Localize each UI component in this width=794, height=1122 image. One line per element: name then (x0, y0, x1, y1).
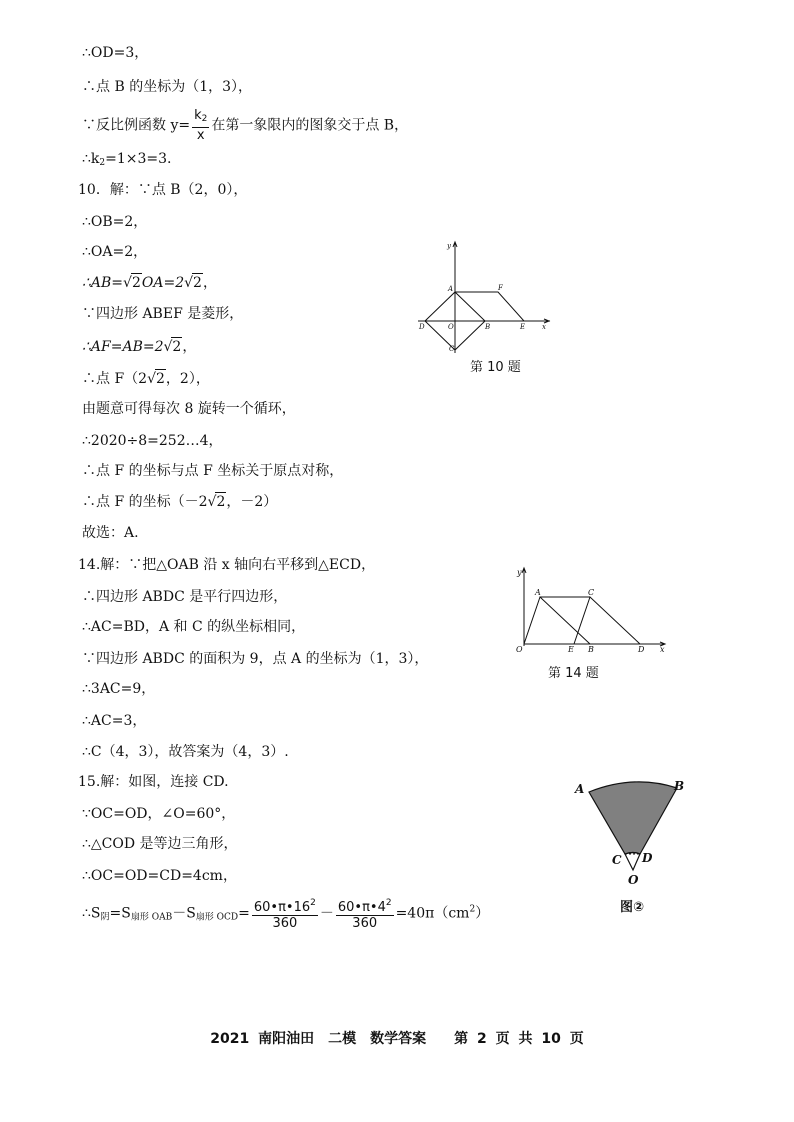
sqrt-icon: √ (147, 371, 156, 387)
line-q14-4: ∴3AC=9， (82, 681, 156, 697)
label-a: A (448, 285, 454, 293)
text-seg: =1×3=3. (105, 151, 172, 167)
superscript: 2 (469, 904, 476, 915)
text-seg: ∴AF=AB=2 (82, 339, 164, 355)
frac-sup: 2 (310, 898, 316, 908)
label-c: C (588, 588, 595, 597)
text-seg: － (319, 905, 334, 922)
subscript: 2 (99, 158, 106, 168)
line-q15-1: ∵OC=OD，∠O=60°， (82, 806, 236, 822)
caption-q14: 第 14 题 (548, 666, 599, 681)
label-x: x (660, 645, 665, 654)
text-seg: ∵反比例函数 y= (82, 117, 191, 134)
label-d: D (419, 323, 425, 331)
frac-num-sub: 2 (201, 114, 208, 124)
small-sector (625, 853, 640, 871)
sqrt-icon: √ (123, 275, 132, 291)
label-a: A (535, 588, 541, 597)
line-q14-1: ∴四边形 ABDC 是平行四边形， (82, 589, 288, 605)
line-q14-5: ∴AC=3， (82, 713, 147, 729)
line-q10-1: ∴OB=2， (82, 214, 148, 230)
label-b: B (674, 779, 685, 793)
q10-heading: 10．解：∵点 B（2，0）， (78, 182, 248, 198)
label-y: y (447, 242, 451, 250)
frac-sup: 2 (385, 898, 392, 908)
frac-num: 60•π•16 (253, 900, 311, 915)
line-q15-4 (82, 896, 489, 931)
subscript: 扇形 OCD (195, 912, 239, 923)
subscript: 扇形 OAB (130, 912, 173, 923)
line-q14-3: ∵四边形 ABDC 的面积为 9，点 A 的坐标为（1，3）， (82, 651, 429, 667)
line-od: ∴OD=3， (82, 45, 149, 61)
figure-q14 (510, 566, 670, 656)
text-seg: ，2）， (165, 371, 210, 387)
sqrt-icon: √ (163, 339, 173, 355)
label-b: B (588, 645, 594, 654)
fraction-sector-oab (252, 896, 318, 931)
line-q10-5 (82, 337, 196, 356)
line-q10-11: 故选：A. (82, 525, 139, 541)
text-seg: ） (475, 905, 490, 922)
triangle-ecd (574, 597, 640, 644)
label-b: B (485, 323, 491, 331)
shaded-sector (589, 782, 677, 854)
sqrt-radicand: 2 (131, 275, 141, 291)
text-seg: ∴点 F（2 (82, 371, 148, 387)
q15-heading: 15.解：如图，连接 CD. (78, 774, 229, 790)
label-x: x (542, 323, 546, 331)
line-point-b: ∴点 B 的坐标为（1，3）， (82, 79, 253, 95)
q14-heading: 14.解：∵把△OAB 沿 x 轴向右平移到△ECD， (78, 557, 376, 573)
text-seg: ∴k (82, 151, 100, 167)
text-seg: = (238, 905, 250, 922)
text-seg: =40π（cm (395, 905, 470, 922)
sqrt-radicand: 2 (172, 339, 182, 355)
label-a: A (575, 782, 585, 796)
sqrt-icon: √ (184, 275, 194, 291)
label-d: D (642, 851, 653, 865)
text-seg: ，－2） (226, 494, 278, 510)
subscript: 阴 (100, 912, 110, 923)
line-q14-2: ∴AC=BD，A 和 C 的纵坐标相同， (82, 619, 306, 635)
sqrt-radicand: 2 (216, 494, 226, 510)
label-f: F (498, 284, 503, 292)
frac-num: k (194, 108, 202, 123)
fraction-k2-x (192, 108, 209, 143)
text-seg: ∴点 F 的坐标（－2 (82, 494, 208, 510)
line-q10-10 (82, 492, 277, 511)
rhombus-abef (455, 292, 524, 321)
label-o: O (448, 323, 454, 331)
frac-den: 360 (272, 916, 298, 931)
line-q10-6 (82, 369, 210, 388)
label-y: y (517, 568, 522, 577)
line-q14-6: ∴C（4，3），故答案为（4，3）. (82, 744, 289, 760)
line-q10-7: 由题意可得每次 8 旋转一个循环， (82, 401, 296, 417)
caption-q10: 第 10 题 (470, 360, 521, 375)
sqrt-radicand: 2 (193, 275, 202, 291)
figure-q15 (570, 774, 690, 904)
label-o: O (628, 873, 639, 887)
line-q10-4: ∵四边形 ABEF 是菱形， (82, 306, 244, 322)
text-seg: ∴S (82, 905, 101, 922)
text-seg: ， (182, 339, 197, 355)
sqrt-radicand: 2 (156, 371, 165, 387)
text-seg: 在第一象限内的图象交于点 B， (211, 117, 409, 134)
triangle-oab (524, 597, 590, 644)
label-c: C (612, 853, 622, 867)
label-e: E (568, 645, 574, 654)
label-d: D (638, 645, 645, 654)
frac-num: 60•π•4 (337, 900, 386, 915)
figure-q10 (410, 238, 560, 358)
line-q10-9: ∴点 F 的坐标与点 F 坐标关于原点对称， (82, 463, 344, 479)
line-k2 (82, 150, 172, 172)
label-c: C (449, 345, 455, 353)
line-q10-2: ∴OA=2， (82, 244, 148, 260)
label-o: O (516, 645, 523, 654)
text-seg: －S (172, 905, 196, 922)
line-q10-8: ∴2020÷8=252…4， (82, 433, 223, 449)
page-footer: 2021 南阳油田 二模 数学答案 第 2 页 共 10 页 (210, 1031, 584, 1047)
frac-den: 360 (352, 916, 378, 931)
frac-den: x (196, 128, 205, 143)
label-e: E (520, 323, 526, 331)
line-q10-3 (82, 273, 217, 292)
fraction-sector-ocd (336, 896, 394, 931)
line-inverse-function (82, 108, 408, 143)
text-seg: OA=2 (141, 275, 185, 291)
text-seg: ∴AB= (82, 275, 124, 291)
line-q15-2: ∴△COD 是等边三角形， (82, 836, 238, 852)
text-seg: =S (109, 905, 131, 922)
line-q15-3: ∴OC=OD=CD=4cm， (82, 868, 237, 884)
text-seg: ， (202, 275, 217, 291)
sqrt-icon: √ (207, 494, 217, 510)
caption-q15: 图② (620, 900, 645, 915)
